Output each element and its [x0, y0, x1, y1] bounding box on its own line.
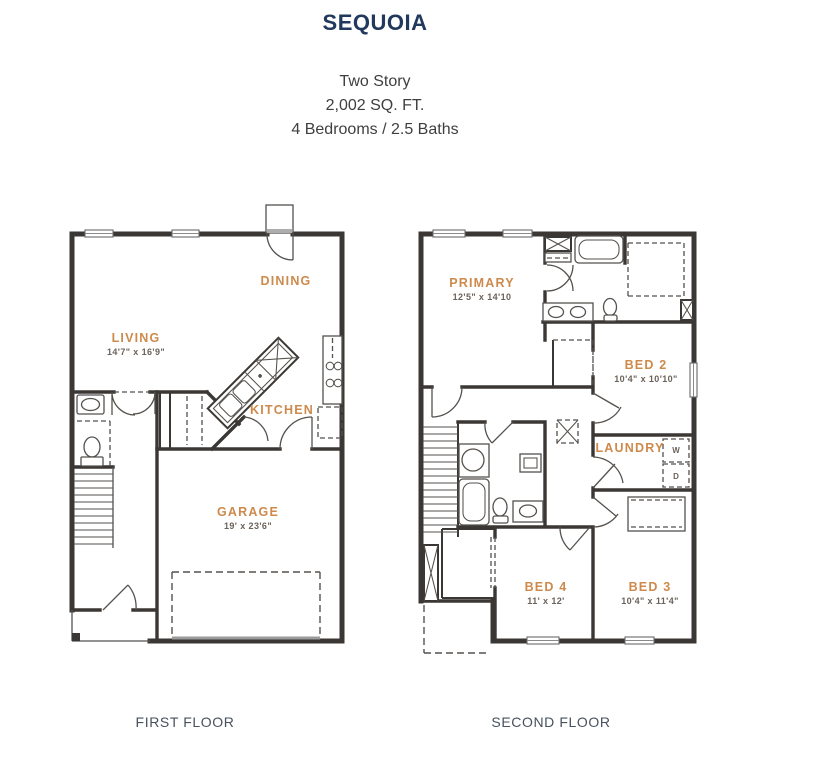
vanity-icon	[459, 444, 489, 477]
bed4-door-icon	[560, 527, 590, 550]
bed3-closet	[628, 497, 685, 531]
room-label-kitchen: KITCHEN	[250, 403, 314, 417]
room-label-dining: DINING	[260, 274, 312, 288]
laundry-door-icon	[593, 457, 623, 488]
front-porch	[72, 585, 150, 641]
chase-icon	[424, 545, 438, 601]
room-dims-bed4: 11' x 12'	[527, 596, 565, 606]
second-bath	[459, 422, 543, 525]
hall-linen-icon	[557, 420, 578, 443]
room-label-bed4: BED 4	[524, 580, 568, 594]
primary-door-icon	[432, 387, 462, 417]
bathtub-icon	[459, 479, 489, 525]
linen-closet-icon	[545, 237, 571, 262]
plan-subtitle-bedbath: 4 Bedrooms / 2.5 Baths	[291, 121, 459, 138]
vanity-sink-icon	[513, 501, 543, 522]
plan-title: SEQUOIA	[322, 10, 428, 35]
entry-door-icon	[266, 205, 293, 260]
walk-in-closet	[628, 243, 684, 296]
washer-letter: W	[672, 446, 680, 455]
bath-door-icon	[485, 422, 513, 443]
bathtub-icon	[575, 236, 623, 263]
room-label-primary: PRIMARY	[449, 276, 515, 290]
kitchen-counter	[318, 336, 342, 438]
toilet-icon	[81, 437, 103, 466]
dryer-letter: D	[673, 472, 679, 481]
room-label-bed2: BED 2	[624, 358, 668, 372]
second-floor-caption: SECOND FLOOR	[491, 714, 611, 730]
first-floor-caption: FIRST FLOOR	[135, 714, 235, 730]
chase-icon	[681, 300, 693, 320]
room-label-garage: GARAGE	[216, 505, 280, 519]
primary-bath	[543, 236, 693, 321]
bath-double-door-icon	[547, 265, 573, 291]
room-dims-garage: 19' x 23'6"	[224, 521, 272, 531]
room-dims-primary: 12'5" x 14'10	[452, 292, 512, 302]
toilet-icon	[493, 498, 508, 523]
front-door-icon	[103, 585, 136, 610]
second-floor-plan	[421, 230, 697, 653]
bed4-closet	[424, 529, 495, 601]
fridge-icon	[318, 407, 342, 438]
stairs-first-floor	[74, 467, 113, 548]
garage-door	[172, 572, 320, 638]
room-dims-living: 14'7" x 16'9"	[106, 347, 166, 357]
bed3-door-icon	[593, 497, 618, 527]
bed2-door-icon	[593, 393, 621, 423]
first-floor-exterior-walls	[72, 234, 342, 641]
garage-entry-door-icon	[280, 417, 312, 449]
room-label-living: LIVING	[111, 331, 161, 345]
plan-subtitle-sqft: 2,002 SQ. FT.	[325, 97, 425, 114]
room-label-bed3: BED 3	[628, 580, 672, 594]
toilet-icon	[604, 299, 618, 322]
stairs-second-floor	[423, 427, 458, 532]
room-dims-bed3: 10'4" x 11'4"	[621, 596, 679, 606]
plan-subtitle-story: Two Story	[339, 73, 411, 90]
powder-room	[77, 395, 110, 467]
cabinet-icon	[520, 454, 541, 472]
double-vanity-icon	[543, 303, 593, 321]
room-dims-bed2: 10'4" x 10'10"	[614, 374, 678, 384]
first-floor-plan	[72, 205, 342, 641]
room-label-laundry: LAUNDRY	[595, 441, 665, 455]
porch-outline	[424, 605, 490, 653]
